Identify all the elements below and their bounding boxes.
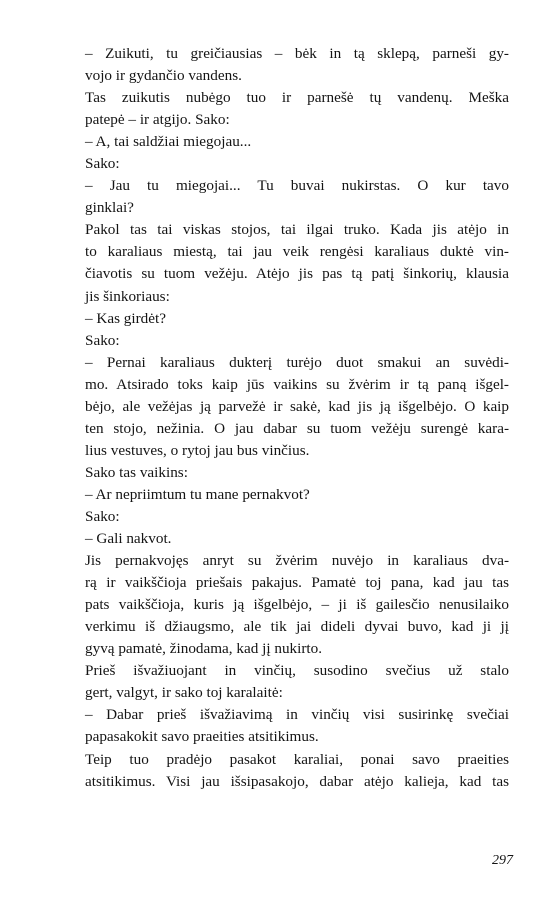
text-line: – Ar nepriimtum tu mane pernakvot? — [85, 485, 310, 503]
text-line: Sako: — [85, 331, 120, 349]
text-line: to karaliaus miestą, tai jau veik rengėsi karaliaus duktė vin- — [85, 243, 509, 261]
text-line: verkimu iš džiaugsmo, ale tik jai dideli dyvai buvo, kad ji jį — [85, 618, 509, 636]
text-line: Sako tas vaikins: — [85, 463, 188, 481]
text-line: ten stojo, nežinia. O jau dabar su tuom vežėju surengė kara- — [85, 419, 509, 437]
text-line: – Jau tu miegojai... Tu buvai nukirstas. O kur tavo — [85, 177, 509, 195]
text-line: čiavotis su tuom vežėju. Atėjo jis pas tą patį šinkorių, klausia — [85, 265, 509, 283]
text-line: atsitikimus. Visi jau išsipasakojo, dabar atėjo kalieja, kad tas — [85, 772, 509, 790]
text-line: pats vaikščioja, kuris ją išgelbėjo, – ji iš gailesčio nenusilaiko — [85, 596, 509, 614]
body-text — [85, 43, 509, 793]
text-line: jis šinkoriaus: — [85, 287, 170, 305]
text-line: rą ir vaikščioja priešais pakajus. Pamatė toj pana, kad jau tas — [85, 574, 509, 592]
text-line: – Pernai karaliaus dukterį turėjo duot smakui an suvėdi- — [85, 353, 509, 371]
text-line: – Zuikuti, tu greičiausias – bėk in tą sklepą, parneši gy- — [85, 45, 509, 62]
text-line: bėjo, ale vežėjas ją parvežė ir sakė, kad jis ją išgelbėjo. O kaip — [85, 397, 509, 415]
text-line: – A, tai saldžiai miegojau... — [85, 133, 252, 151]
text-line: ginklai? — [85, 199, 134, 217]
text-line: Sako: — [85, 155, 120, 173]
text-line: papasakokit savo praeities atsitikimus. — [85, 728, 319, 746]
text-line: Tas zuikutis nubėgo tuo ir parnešė tų vandenų. Meška — [85, 89, 509, 107]
text-line: gert, valgyt, ir sako toj karalaitė: — [85, 684, 283, 702]
text-line: – Gali nakvot. — [85, 530, 172, 548]
text-line: Teip tuo pradėjo pasakot karaliai, ponai savo praeities — [85, 750, 509, 768]
text-line: vojo ir gydančio vandens. — [85, 67, 242, 85]
text-line: Pakol tas tai viskas stojos, tai ilgai truko. Kada jis atėjo in — [85, 221, 509, 239]
text-line: lius vestuves, o rytoj jau bus vinčius. — [85, 441, 310, 459]
text-line: – Kas girdėt? — [85, 309, 166, 327]
text-line: Sako: — [85, 507, 120, 525]
text-line: Prieš išvažiuojant in vinčių, susodino svečius už stalo — [85, 662, 509, 680]
text-line: – Dabar prieš išvažiavimą in vinčių visi susirinkę svečiai — [85, 706, 509, 724]
text-line: mo. Atsirado toks kaip jūs vaikins su žvėrim ir tą paną išgel- — [85, 375, 509, 393]
text-line: patepė – ir atgijo. Sako: — [85, 111, 230, 129]
text-line: gyvą pamatė, žinodama, kad jį nukirto. — [85, 640, 323, 658]
page-number: 297 — [492, 853, 513, 868]
text-line: Jis pernakvojęs anryt su žvėrim nuvėjo in karaliaus dva- — [85, 552, 509, 570]
